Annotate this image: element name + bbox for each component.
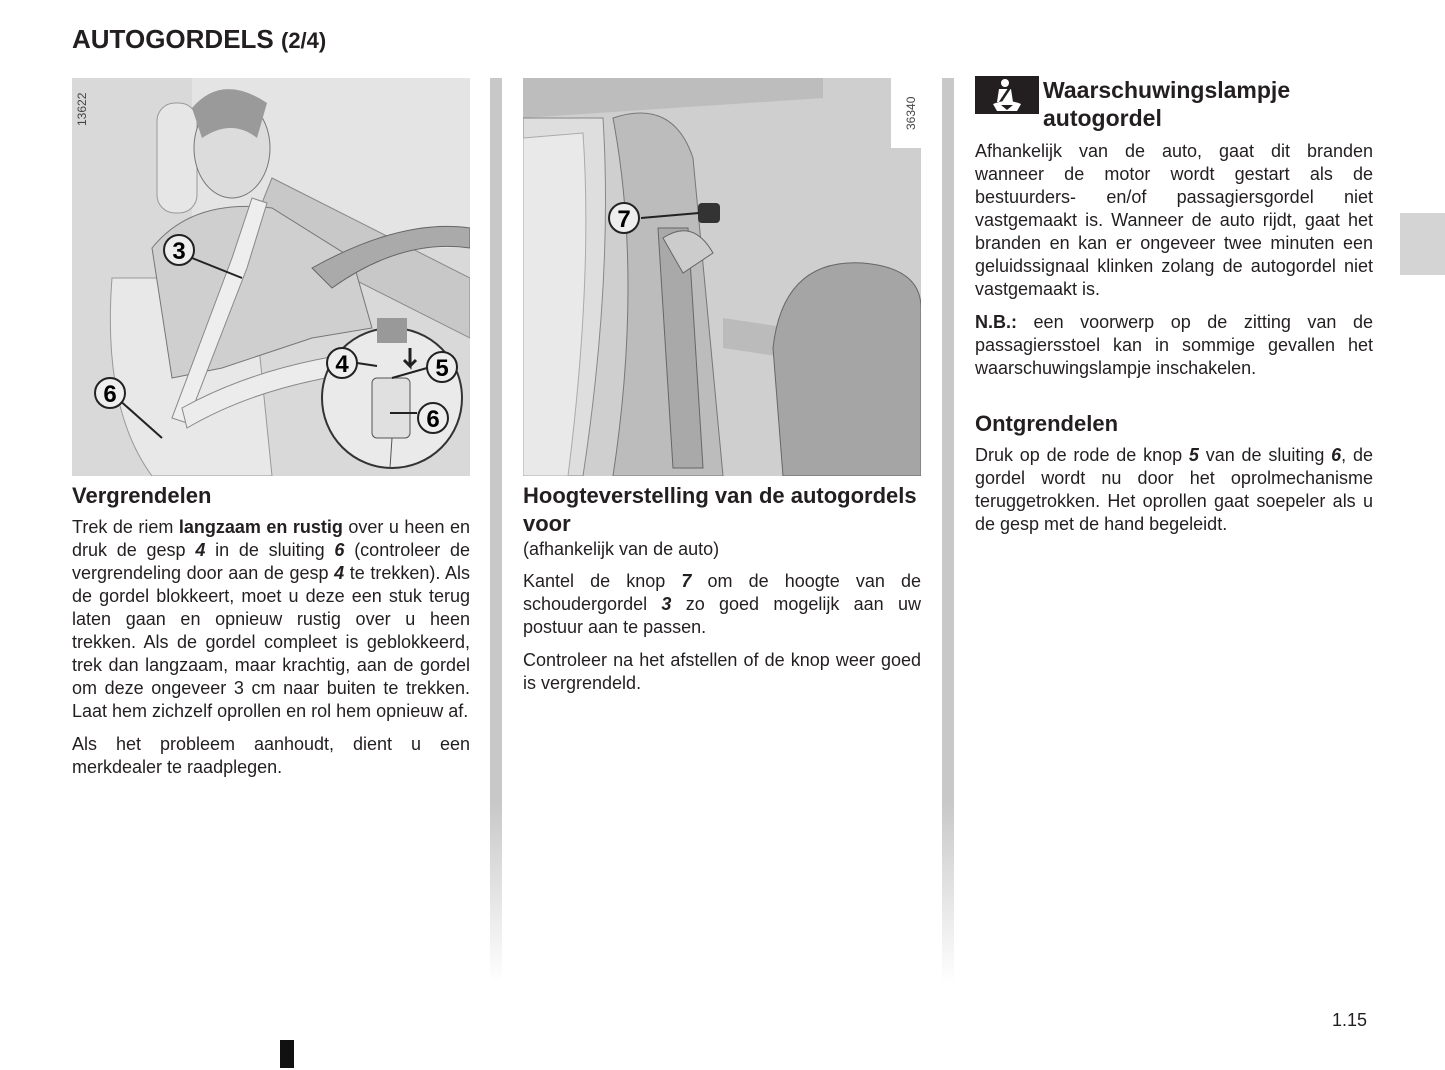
svg-text:6: 6 bbox=[426, 406, 440, 433]
emphasis-text: 7 bbox=[681, 571, 692, 591]
section-body bbox=[72, 516, 470, 779]
warning-heading bbox=[975, 76, 1373, 132]
figure-id: 13622 bbox=[75, 92, 89, 126]
illustration-pillar-adjuster bbox=[523, 78, 921, 476]
section-body bbox=[975, 140, 1373, 380]
text-segment: Trek de riem bbox=[72, 517, 179, 537]
section-heading-hoogteverstelling: Hoogteverstelling van de autogordels voor bbox=[523, 483, 917, 536]
section-heading-ontgrendelen: Ontgrendelen bbox=[975, 411, 1119, 436]
print-mark bbox=[280, 1040, 294, 1068]
text-segment: Druk op de rode de knop bbox=[975, 445, 1189, 465]
section-note: (afhankelijk van de auto) bbox=[523, 539, 720, 559]
title-text: AUTOGORDELS bbox=[72, 24, 274, 54]
paragraph bbox=[523, 649, 921, 695]
emphasis-text: 3 bbox=[661, 594, 672, 614]
text-segment: een voorwerp op de zitting van de passagiersstoel kan in sommige gevallen het waarschuwingslampje inschakelen. bbox=[975, 312, 1373, 378]
seatbelt-warning-icon bbox=[975, 76, 1039, 114]
column-left bbox=[72, 78, 470, 789]
column-right bbox=[975, 78, 1373, 546]
svg-text:5: 5 bbox=[435, 355, 449, 382]
callout-7 bbox=[609, 203, 639, 233]
emphasis-text: 4 bbox=[334, 563, 345, 583]
callout-6-buckle bbox=[418, 403, 448, 433]
text-segment: te trekken). Als de gordel blokkeert, moet u deze een stuk terug laten gaan en opnieuw rustig over u heen trekken. Als de gordel compleet is geblokkeerd, trek dan langzaam, maar krachtig, aan de gordel om deze ongeveer 3 cm naar buiten te trekken. Laat hem zichzelf oprollen en rol hem opnieuw af. bbox=[72, 563, 470, 721]
section-body bbox=[523, 570, 921, 695]
callout-3 bbox=[164, 235, 194, 265]
section-heading-vergrendelen: Vergrendelen bbox=[72, 483, 212, 508]
page-title bbox=[72, 24, 326, 55]
text-segment: Kantel de knop bbox=[523, 571, 682, 591]
text-segment: Controleer na het afstellen of de knop weer goed is vergrendeld. bbox=[523, 650, 921, 693]
column-divider bbox=[490, 78, 502, 983]
svg-text:6: 6 bbox=[103, 381, 117, 408]
title-part: (2/4) bbox=[281, 28, 327, 53]
emphasis-text: 5 bbox=[1188, 445, 1199, 465]
text-segment: , de gordel wordt nu door het oprolmechanisme teruggetrokken. Het oprollen gaat soepeler als u de gesp met de hand begeleidt. bbox=[975, 445, 1373, 534]
paragraph bbox=[72, 733, 470, 779]
text-segment: over u heen en druk de gesp bbox=[72, 517, 470, 560]
page-number: 1.15 bbox=[1332, 1010, 1368, 1030]
emphasis-text: N.B.: bbox=[975, 312, 1017, 332]
svg-text:3: 3 bbox=[172, 238, 186, 265]
emphasis-text: 4 bbox=[195, 540, 206, 560]
callout-6 bbox=[95, 378, 125, 408]
text-segment: (controleer de vergrendeling door aan de gesp bbox=[72, 540, 470, 583]
emphasis-text: 6 bbox=[1331, 445, 1342, 465]
text-segment: Als het probleem aanhoudt, dient u een merkdealer te raadplegen. bbox=[72, 734, 470, 777]
paragraph bbox=[523, 570, 921, 639]
paragraph bbox=[975, 311, 1373, 380]
illustration-driver-seatbelt bbox=[72, 78, 470, 476]
section-heading-waarschuwingslampje: Waarschuwingslampje autogordel bbox=[1043, 77, 1291, 131]
text-segment: zo goed mogelijk aan uw postuur aan te passen. bbox=[523, 594, 922, 637]
column-middle bbox=[523, 78, 921, 705]
pillar-illustration bbox=[523, 78, 921, 476]
text-segment: Afhankelijk van de auto, gaat dit branden wanneer de motor wordt gestart als de bestuurders- en/of passagiersgordel niet vastgemaakt is. Wanneer de auto rijdt, gaat het branden en kan er ongeveer twee minuten een geluidssignaal klinken zolang de autogordel niet vastgemaakt is. bbox=[975, 141, 1373, 299]
emphasis-text: 6 bbox=[334, 540, 345, 560]
column-divider bbox=[942, 78, 954, 983]
paragraph bbox=[975, 444, 1373, 536]
paragraph bbox=[975, 140, 1373, 301]
text-segment: om de hoogte van de schoudergordel bbox=[523, 571, 921, 614]
chapter-tab bbox=[1400, 213, 1445, 275]
driver-illustration bbox=[72, 78, 470, 476]
paragraph bbox=[72, 516, 470, 723]
text-segment: in de sluiting bbox=[205, 540, 335, 560]
callout-5 bbox=[427, 352, 457, 382]
svg-text:4: 4 bbox=[335, 351, 349, 378]
section-body bbox=[975, 444, 1373, 536]
svg-text:7: 7 bbox=[617, 206, 631, 233]
figure-id: 36340 bbox=[904, 96, 918, 130]
text-segment: van de sluiting bbox=[1198, 445, 1332, 465]
callout-4 bbox=[327, 348, 357, 378]
emphasis-text: langzaam en rustig bbox=[178, 517, 343, 537]
